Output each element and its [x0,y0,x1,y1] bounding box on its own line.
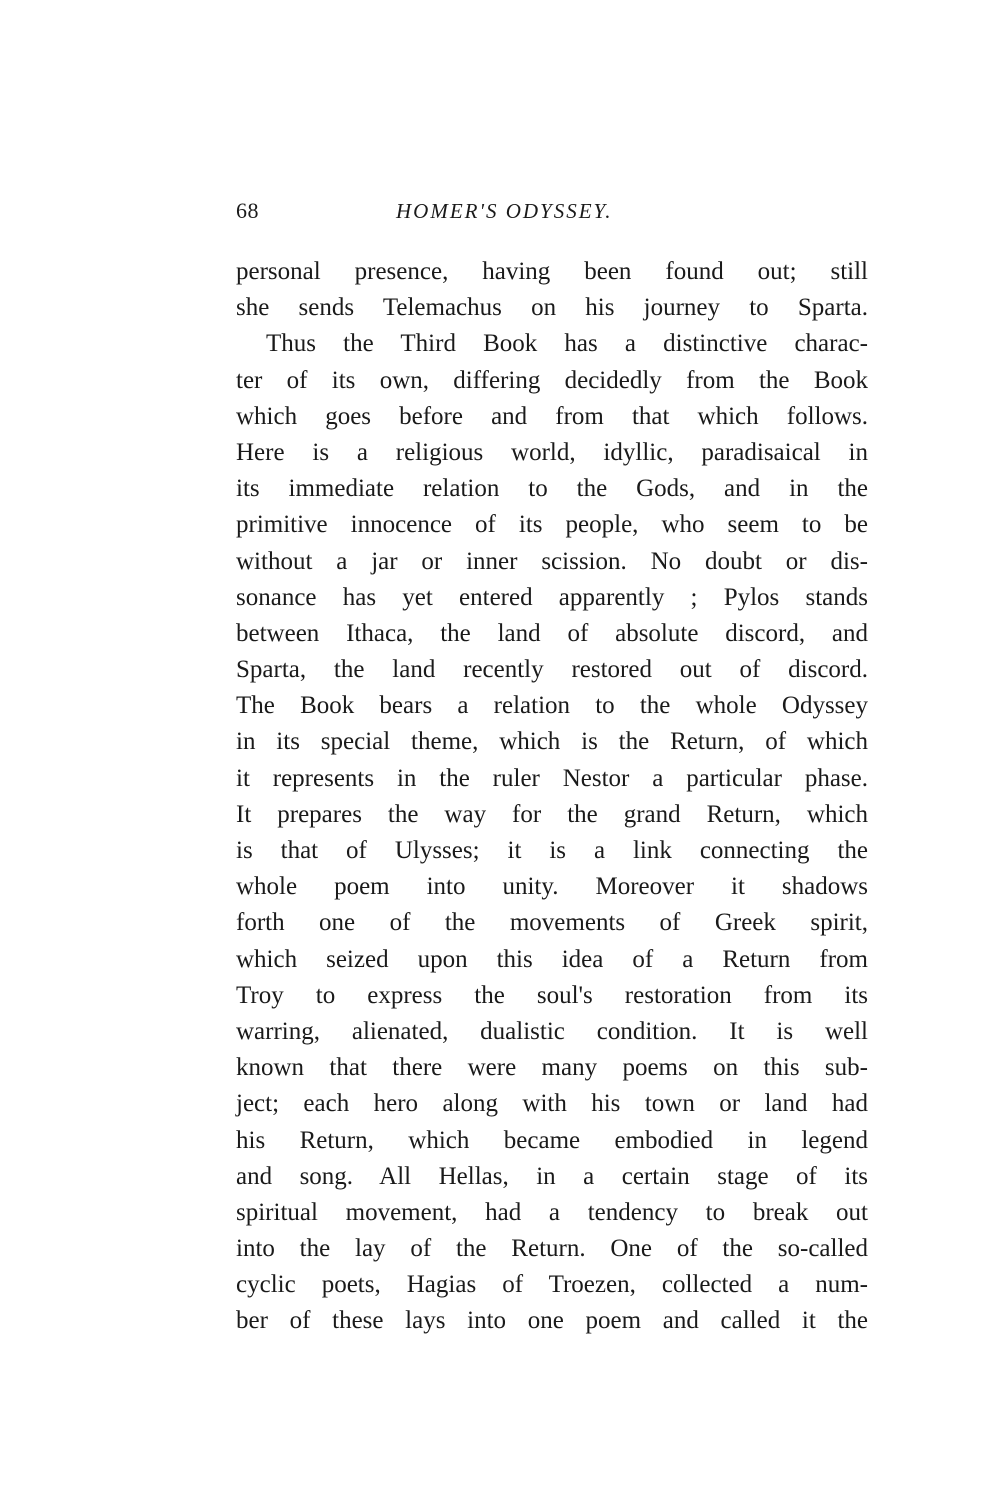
text-line: cyclic poets, Hagias of Troezen, collected a num- [236,1271,868,1299]
page-number: 68 [236,198,259,223]
running-head [236,198,868,228]
text-line: Thus the Third Book has a distinctive charac- [266,330,868,358]
text-line: which goes before and from that which follows. [236,402,868,430]
text-line: she sends Telemachus on his journey to Sparta. [236,294,868,322]
text-line: Here is a religious world, idyllic, paradisaical in [236,438,868,466]
text-line: in its special theme, which is the Return, of which [236,728,868,756]
text-line: and song. All Hellas, in a certain stage of its [236,1162,868,1190]
text-line: forth one of the movements of Greek spirit, [236,909,868,937]
text-line: primitive innocence of its people, who seem to be [236,511,868,539]
text-line: whole poem into unity. Moreover it shadows [236,873,868,901]
text-line: without a jar or inner scission. No doubt or dis- [236,547,868,575]
text-line: his Return, which became embodied in legend [236,1126,868,1154]
text-line: ter of its own, differing decidedly from the Book [236,366,868,394]
text-line: into the lay of the Return. One of the so-called [236,1235,868,1263]
text-line: it represents in the ruler Nestor a particular phase. [236,764,868,792]
text-line: known that there were many poems on this sub- [236,1054,868,1082]
text-line: its immediate relation to the Gods, and in the [236,475,868,503]
text-line: Sparta, the land recently restored out of discord. [236,656,868,684]
text-line: The Book bears a relation to the whole Odyssey [236,692,868,720]
body-text [236,254,868,1340]
text-line: is that of Ulysses; it is a link connecting the [236,837,868,864]
text-line: sonance has yet entered apparently ; Pylos stands [236,583,868,611]
text-line: ber of these lays into one poem and called it the [236,1307,868,1335]
text-line: between Ithaca, the land of absolute discord, and [236,619,868,647]
text-line: ject; each hero along with his town or land had [236,1090,868,1118]
text-line: warring, alienated, dualistic condition. It is well [236,1017,868,1045]
text-line: Troy to express the soul's restoration from its [236,981,868,1009]
text-line: personal presence, having been found out; still [236,258,868,285]
running-title: HOMER'S ODYSSEY. [396,199,613,223]
text-line: spiritual movement, had a tendency to break out [236,1198,868,1226]
text-line: which seized upon this idea of a Return from [236,945,868,973]
text-line: It prepares the way for the grand Return, which [236,800,868,828]
